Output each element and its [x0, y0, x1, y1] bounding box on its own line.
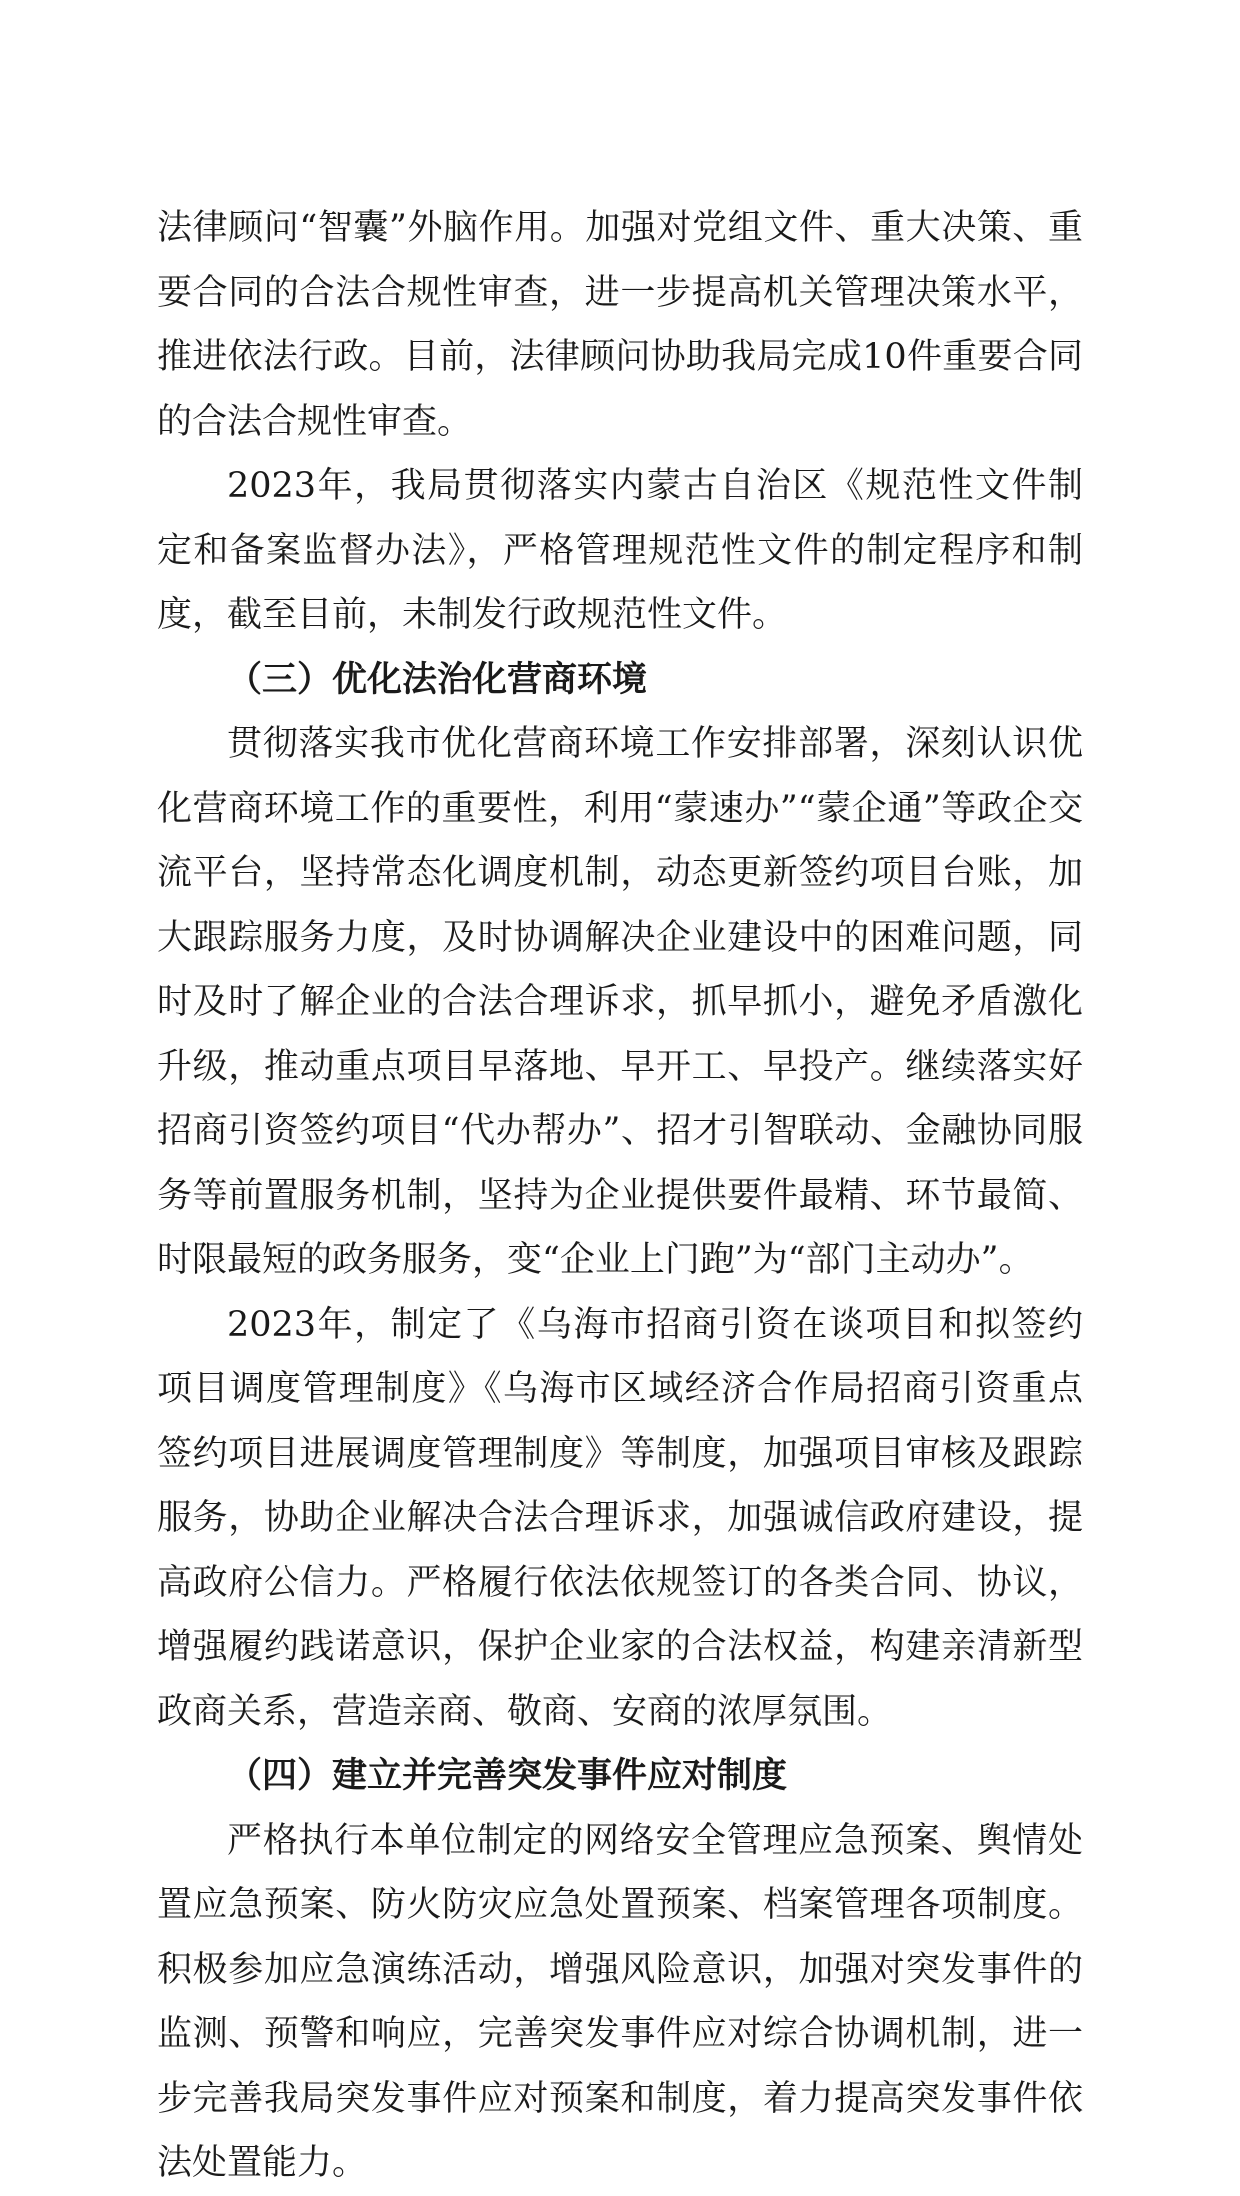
paragraph-normative-documents: 2023年，我局贯彻落实内蒙古自治区《规范性文件制定和备案监督办法》，严格管理规范性文件的制定程序和制度，截至目前，未制发行政规范性文件。 [157, 466, 1083, 635]
paragraph-investment-regulations: 2023年，制定了《乌海市招商引资在谈项目和拟签约项目调度管理制度》《乌海市区域经济合作局招商引资重点签约项目进展调度管理制度》等制度，加强项目审核及跟踪服务，协助企业解决合法合理诉求，加强诚信政府建设，提高政府公信力。严格履行依法依规签订的各类合同、协议，增强履约践诺意识，保护企业家的合法权益，构建亲清新型政商关系，营造亲商、敬商、安商的浓厚氛围。 [157, 1304, 1083, 1732]
section-heading-emergency-response: （四）建立并完善突发事件应对制度 [227, 1755, 788, 1796]
paragraph-legal-advisor: 法律顾问“智囊”外脑作用。加强对党组文件、重大决策、重要合同的合法合规性审查，进一步提高机关管理决策水平，推进依法行政。目前，法律顾问协助我局完成10件重要合同的合法合规性审查。 [157, 208, 1083, 442]
section-heading-business-environment: （三）优化法治化营商环境 [227, 658, 648, 700]
document-body [157, 196, 1083, 2196]
paragraph-business-environment: 贯彻落实我市优化营商环境工作安排部署，深刻认识优化营商环境工作的重要性，利用“蒙速办”“蒙企通”等政企交流平台，坚持常态化调度机制，动态更新签约项目台账，加大跟踪服务力度，及时协调解决企业建设中的困难问题，同时及时了解企业的合法合理诉求，抓早抓小，避免矛盾激化升级，推动重点项目早落地、早开工、早投产。继续落实好招商引资签约项目“代办帮办”、招才引智联动、金融协同服务等前置服务机制，坚持为企业提供要件最精、环节最简、时限最短的政务服务，变“企业上门跑”为“部门主动办”。 [157, 724, 1083, 1280]
paragraph-emergency-response: 严格执行本单位制定的网络安全管理应急预案、舆情处置应急预案、防火防灾应急处置预案、档案管理各项制度。积极参加应急演练活动，增强风险意识，加强对突发事件的监测、预警和响应，完善突发事件应对综合协调机制，进一步完善我局突发事件应对预案和制度，着力提高突发事件依法处置能力。 [157, 1820, 1083, 2183]
